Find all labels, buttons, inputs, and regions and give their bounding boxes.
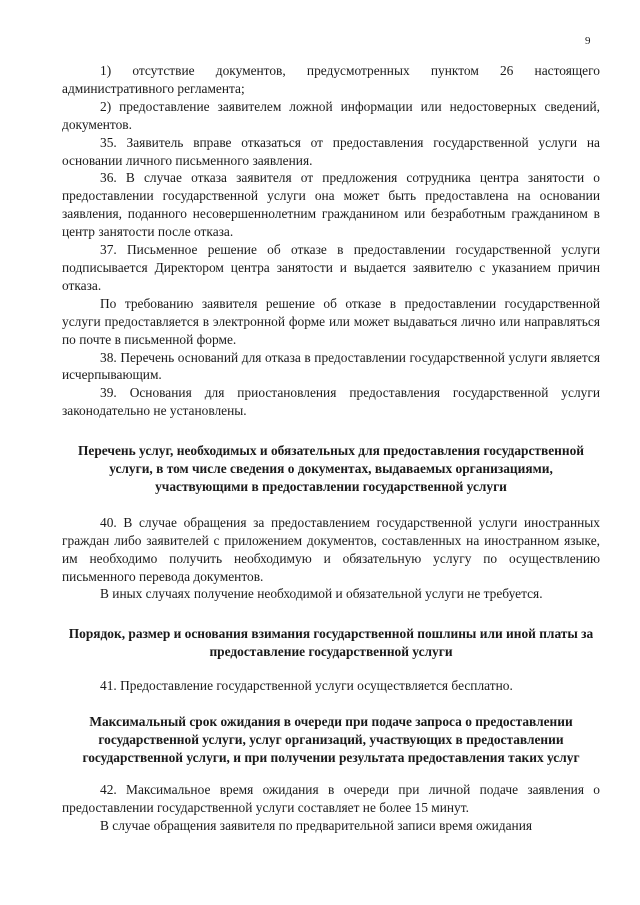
paragraph-41: 41. Предоставление государственной услуги осуществляется бесплатно.: [100, 678, 513, 694]
paragraph-item-2: 2) предоставление заявителем ложной информации или недостоверных сведений, документов.: [62, 98, 600, 132]
paragraph-38: 38. Перечень оснований для отказа в предоставлении государственной услуги является исчерпывающим.: [62, 349, 600, 383]
section-heading-waiting-time: Максимальный срок ожидания в очереди при подаче запроса о предоставлении государственной услуги, услуг организаций, участвующих в предоставлении государственной услуги, и при получении результата предоставления таких услуг: [82, 714, 580, 765]
section-heading-services: Перечень услуг, необходимых и обязательных для предоставления государственной услуги, в том числе сведения о документах, выдаваемых организациями, участвующими в предоставлении государственной услуги: [77, 443, 585, 494]
paragraph-37: 37. Письменное решение об отказе в предоставлении государственной услуги подписывается Директором центра занятости и выдается заявителю с указанием причин отказа.: [62, 242, 600, 293]
paragraph-40-continued: В иных случаях получение необходимой и обязательной услуги не требуется.: [100, 586, 543, 602]
paragraph-39: 39. Основания для приостановления предоставления государственной услуги законодательно не установлены.: [62, 385, 600, 419]
paragraph-42-continued: В случае обращения заявителя по предварительной записи время ожидания: [100, 817, 533, 833]
paragraph-42: 42. Максимальное время ожидания в очереди при личной подаче заявления о предоставлении государственной услуги составляет не более 15 минут.: [62, 781, 600, 815]
paragraph-item-1: 1) отсутствие документов, предусмотренных пунктом 26 настоящего административного регламента;: [62, 63, 600, 96]
paragraph-40: 40. В случае обращения за предоставлением государственной услуги иностранных граждан либо заявителей с приложением документов, составленных на иностранном языке, им необходимо получить необходимую и обязательную услугу по осуществлению письменного перевода документов.: [62, 514, 600, 584]
paragraph-35: 35. Заявитель вправе отказаться от предоставления государственной услуги на основании личного письменного заявления.: [62, 134, 600, 168]
document-body: [62, 62, 600, 835]
page-number: 9: [585, 35, 591, 47]
section-heading-fees: Порядок, размер и основания взимания государственной пошлины или иной платы за предоставление государственной услуги: [68, 626, 594, 660]
paragraph-37-continued: По требованию заявителя решение об отказе в предоставлении государственной услуги предоставляется в электронной форме или может выдаваться лично или направляться по почте в письменной форме.: [62, 295, 600, 347]
paragraph-36: 36. В случае отказа заявителя от предложения сотрудника центра занятости о предоставлении государственной услуги она может быть предоставлена на основании заявления, поданного несовершеннолетним гражданином или безработным гражданином в центр занятости после отказа.: [62, 170, 600, 240]
